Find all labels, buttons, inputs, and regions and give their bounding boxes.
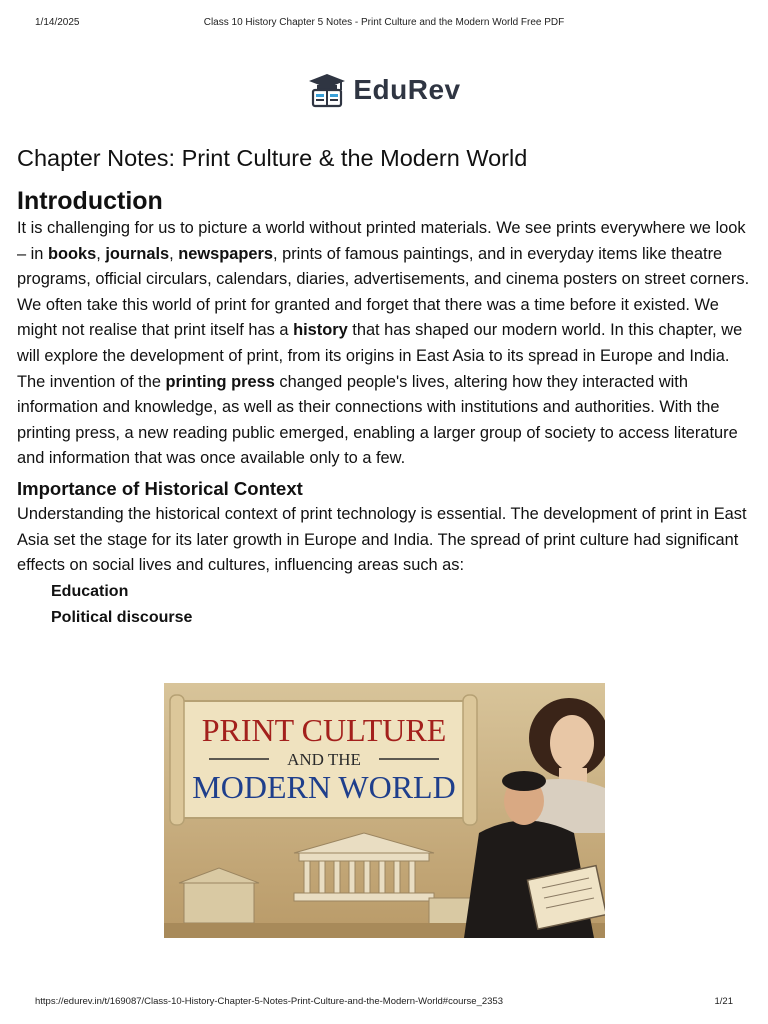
context-list bbox=[17, 579, 752, 631]
graduation-cap-book-icon bbox=[307, 72, 347, 108]
document-title: Class 10 History Chapter 5 Notes - Print Culture and the Modern World Free PDF bbox=[203, 17, 565, 28]
page-url[interactable]: https://edurev.in/t/169087/Class-10-History-Chapter-5-Notes-Print-Culture-and-the-Modern-World#course_2353 bbox=[35, 996, 504, 1007]
intro-paragraph-2 bbox=[17, 370, 752, 472]
text-run: that has shaped our modern world. In this chapter, we will explore the development of print, from its origins in East Asia to its spread in Europe and India. bbox=[17, 321, 743, 365]
context-paragraph: Understanding the historical context of print technology is essential. The development of print in East Asia set the stage for its later growth in Europe and India. The spread of print culture had significant effects on social lives and cultures, influencing areas such as: bbox=[17, 504, 747, 575]
bold-history: history bbox=[293, 321, 348, 340]
text-run: The invention of the bbox=[17, 372, 166, 391]
banner-line-3: MODERN WORLD bbox=[192, 769, 456, 805]
page-number: 1/21 bbox=[714, 996, 733, 1007]
text-run: changed people's lives, altering how they interacted with information and knowledge, as well as their connections with institutions and authorities. With the printing press, a new reading public emerged, enabling a larger group of society to access literature and information that was once available only to a few. bbox=[17, 372, 738, 468]
edurev-logo[interactable] bbox=[0, 72, 768, 114]
text-run: , bbox=[169, 244, 179, 263]
logo-text: EduRev bbox=[353, 74, 461, 105]
chapter-title: Chapter Notes: Print Culture & the Modern World bbox=[17, 145, 528, 171]
bold-newspapers: newspapers bbox=[178, 244, 273, 263]
print-date: 1/14/2025 bbox=[35, 17, 80, 28]
banner-line-2: AND THE bbox=[287, 750, 361, 769]
print-header bbox=[0, 17, 768, 31]
intro-paragraph-1 bbox=[17, 216, 752, 370]
print-culture-banner-image bbox=[164, 683, 605, 938]
context-heading: Importance of Historical Context bbox=[17, 477, 303, 499]
text-run: , prints of famous paintings, and in everyday items like theatre programs, official circulars, calendars, diaries, advertisements, and cinema posters on street corners. We often take this world of print for granted and forget that there was a time before it existed. We might not realise that print itself has a bbox=[17, 244, 750, 340]
text-run: , bbox=[96, 244, 106, 263]
banner-line-1: PRINT CULTURE bbox=[201, 712, 447, 748]
document-body bbox=[17, 142, 752, 631]
bold-journals: journals bbox=[105, 244, 170, 263]
introduction-heading: Introduction bbox=[17, 187, 163, 215]
list-item: Political discourse bbox=[51, 608, 193, 626]
scroll-banner bbox=[170, 695, 477, 825]
list-item: Education bbox=[51, 582, 129, 600]
bold-printing-press: printing press bbox=[165, 372, 275, 391]
text-run: It is challenging for us to picture a world without printed materials. We see prints everywhere we look – in bbox=[17, 219, 746, 263]
bold-books: books bbox=[47, 244, 97, 263]
